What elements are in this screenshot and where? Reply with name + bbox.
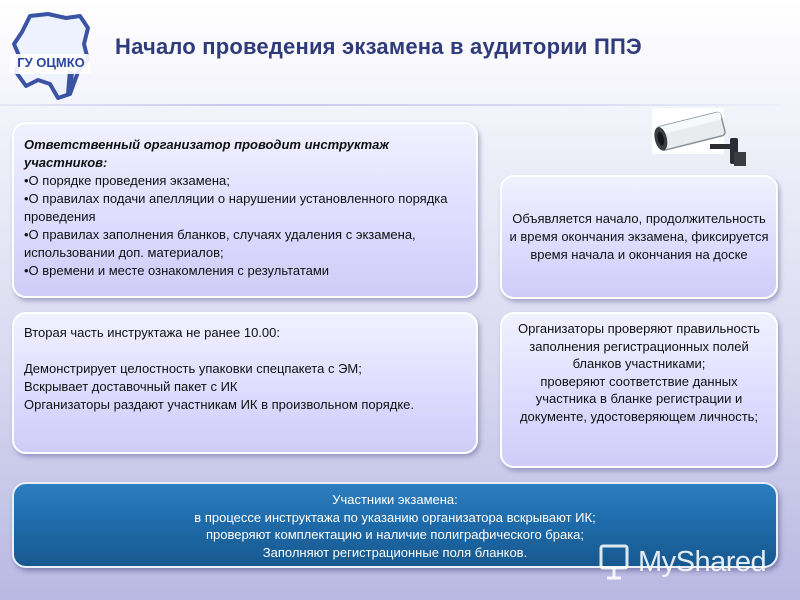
page-title: Начало проведения экзамена в аудитории ППЭ [115,34,642,59]
participants-line: Заполняют регистрационные поля бланков. [262,544,528,560]
list-item: •О правилах заполнения бланков, случаях удаления с экзамена, использовании доп. материалов; [24,227,416,260]
second-part-line: Вскрывает доставочный пакет с ИК [24,379,238,394]
spacer [24,342,466,360]
announcement-text: Объявляется начало, продолжительность и время окончания экзамена, фиксируется время начала и окончания на доске [509,211,769,262]
second-part-line: Организаторы раздают участникам ИК в произвольном порядке. [24,397,415,412]
verification-text-2: проверяют соответствие данных участника в бланке регистрации и документе, удостоверяющем личность; [519,373,759,424]
presentation-icon [598,543,632,581]
participants-line: проверяют комплектацию и наличие полиграфического брака; [205,527,585,542]
participants-line: в процессе инструктажа по указанию организатора вскрывают ИК; [194,509,596,525]
second-part-line: Демонстрирует целостность упаковки спецпакета с ЭМ; [24,361,362,376]
announcement-box [500,175,778,299]
list-item: •О времени и месте ознакомления с результатами [24,263,330,278]
logo-text: ГУ ОЦМКО [17,55,85,70]
verification-box [500,312,778,468]
second-part-box [12,312,478,454]
instruction-box [12,122,478,298]
list-item: •О порядке проведения экзамена; [24,173,230,188]
logo [8,10,92,102]
instruction-heading: Ответственный организатор проводит инструктаж участников: [24,137,389,170]
second-part-heading: Вторая часть инструктажа не ранее 10.00: [24,325,280,340]
verification-text-1: Организаторы проверяют правильность заполнения регистрационных полей бланков участниками; [518,321,760,371]
watermark-text: MyShared [638,545,767,578]
list-item: •О правилах подачи апелляции о нарушении установленного порядка проведения [24,191,448,224]
camera-icon [648,106,748,168]
participants-heading: Участники экзамена: [332,492,458,507]
watermark [598,540,788,584]
